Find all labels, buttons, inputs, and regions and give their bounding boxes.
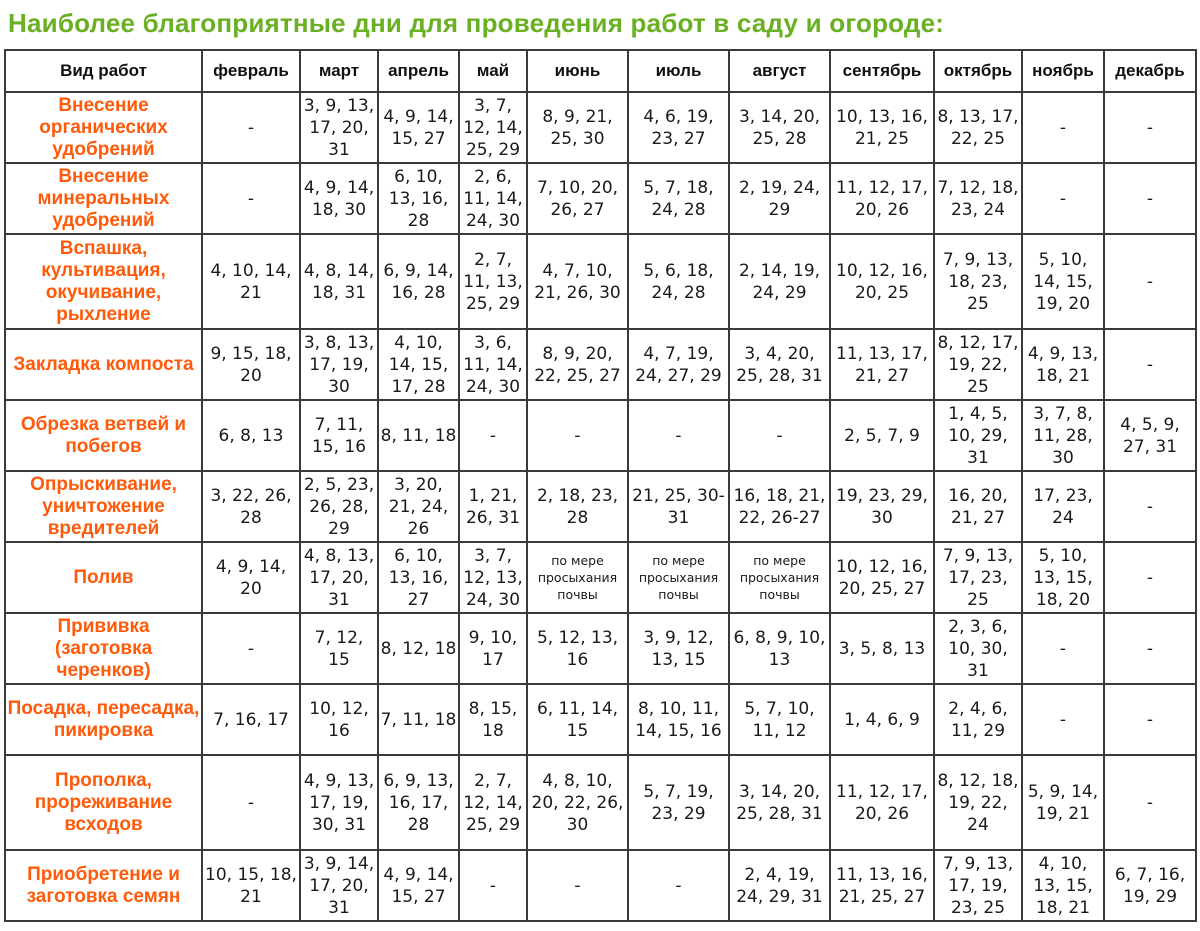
day-cell: 7, 11, 18 (378, 684, 459, 755)
day-cell: - (1104, 755, 1196, 850)
day-cell: 6, 9, 14, 16, 28 (378, 234, 459, 329)
day-cell: 7, 9, 13, 17, 19, 23, 25 (934, 850, 1022, 921)
day-cell: 8, 13, 17, 22, 25 (934, 92, 1022, 163)
day-cell: 7, 9, 13, 18, 23, 25 (934, 234, 1022, 329)
day-cell: 3, 20, 21, 24, 26 (378, 471, 459, 542)
day-cell: по мере просыхания почвы (628, 542, 729, 613)
day-cell: 4, 5, 9, 27, 31 (1104, 400, 1196, 471)
day-cell: - (1104, 613, 1196, 684)
work-type-cell: Прививка (заготовка черенков) (5, 613, 202, 684)
day-cell: 8, 12, 17, 19, 22, 25 (934, 329, 1022, 400)
table-row (5, 400, 1196, 471)
work-type-cell: Внесение органических удобрений (5, 92, 202, 163)
day-cell: 3, 7, 12, 13, 24, 30 (459, 542, 527, 613)
table-row (5, 613, 1196, 684)
day-cell: - (527, 400, 628, 471)
day-cell: 3, 22, 26, 28 (202, 471, 300, 542)
day-cell: - (1022, 92, 1104, 163)
day-cell: 4, 10, 13, 15, 18, 21 (1022, 850, 1104, 921)
day-cell: 4, 9, 14, 18, 30 (300, 163, 378, 234)
day-cell: 8, 11, 18 (378, 400, 459, 471)
column-header-month: ноябрь (1022, 50, 1104, 92)
day-cell: 3, 9, 13, 17, 20, 31 (300, 92, 378, 163)
table-header (5, 50, 1196, 92)
day-cell: 7, 10, 20, 26, 27 (527, 163, 628, 234)
day-cell: 3, 7, 8, 11, 28, 30 (1022, 400, 1104, 471)
day-cell: - (1104, 542, 1196, 613)
day-cell: 4, 9, 14, 15, 27 (378, 850, 459, 921)
day-cell: 10, 12, 16 (300, 684, 378, 755)
day-cell: 5, 7, 19, 23, 29 (628, 755, 729, 850)
day-cell: 16, 20, 21, 27 (934, 471, 1022, 542)
day-cell: - (1022, 163, 1104, 234)
day-cell: 2, 6, 11, 14, 24, 30 (459, 163, 527, 234)
day-cell: 7, 12, 18, 23, 24 (934, 163, 1022, 234)
day-cell: 6, 10, 13, 16, 27 (378, 542, 459, 613)
column-header-month: июль (628, 50, 729, 92)
day-cell: 5, 10, 14, 15, 19, 20 (1022, 234, 1104, 329)
day-cell: 4, 9, 13, 17, 19, 30, 31 (300, 755, 378, 850)
day-cell: 4, 9, 14, 20 (202, 542, 300, 613)
day-cell: 5, 6, 18, 24, 28 (628, 234, 729, 329)
day-cell: 10, 15, 18, 21 (202, 850, 300, 921)
table-row (5, 92, 1196, 163)
day-cell: 4, 8, 10, 20, 22, 26, 30 (527, 755, 628, 850)
day-cell: 8, 12, 18 (378, 613, 459, 684)
day-cell: 19, 23, 29, 30 (830, 471, 934, 542)
day-cell: 4, 9, 13, 18, 21 (1022, 329, 1104, 400)
day-cell: 3, 7, 12, 14, 25, 29 (459, 92, 527, 163)
day-cell: 5, 7, 10, 11, 12 (729, 684, 830, 755)
day-cell: по мере просыхания почвы (527, 542, 628, 613)
day-cell: 7, 11, 15, 16 (300, 400, 378, 471)
work-type-cell: Обрезка ветвей и побегов (5, 400, 202, 471)
work-type-cell: Приобретение и заготовка семян (5, 850, 202, 921)
day-cell: 4, 9, 14, 15, 27 (378, 92, 459, 163)
column-header-work-type: Вид работ (5, 50, 202, 92)
column-header-month: март (300, 50, 378, 92)
page-title: Наиболее благоприятные дни для проведения работ в саду и огороде: (8, 8, 945, 38)
day-cell: 2, 4, 19, 24, 29, 31 (729, 850, 830, 921)
day-cell: 2, 7, 12, 14, 25, 29 (459, 755, 527, 850)
day-cell: 10, 13, 16, 21, 25 (830, 92, 934, 163)
day-cell: 4, 6, 19, 23, 27 (628, 92, 729, 163)
day-cell: 5, 12, 13, 16 (527, 613, 628, 684)
table-row (5, 329, 1196, 400)
day-cell: 2, 4, 6, 11, 29 (934, 684, 1022, 755)
day-cell: - (527, 850, 628, 921)
day-cell: 6, 11, 14, 15 (527, 684, 628, 755)
day-cell: 16, 18, 21, 22, 26-27 (729, 471, 830, 542)
work-type-cell: Полив (5, 542, 202, 613)
day-cell: 8, 9, 21, 25, 30 (527, 92, 628, 163)
day-cell: 8, 12, 18, 19, 22, 24 (934, 755, 1022, 850)
day-cell: 8, 10, 11, 14, 15, 16 (628, 684, 729, 755)
table-row (5, 755, 1196, 850)
column-header-month: декабрь (1104, 50, 1196, 92)
day-cell: - (459, 850, 527, 921)
table-body (5, 92, 1196, 921)
work-type-cell: Вспашка, культивация, окучивание, рыхление (5, 234, 202, 329)
day-cell: 11, 13, 16, 21, 25, 27 (830, 850, 934, 921)
day-cell: - (459, 400, 527, 471)
column-header-month: апрель (378, 50, 459, 92)
day-cell: 2, 5, 23, 26, 28, 29 (300, 471, 378, 542)
day-cell: - (628, 850, 729, 921)
column-header-month: август (729, 50, 830, 92)
day-cell: 7, 16, 17 (202, 684, 300, 755)
day-cell: 9, 10, 17 (459, 613, 527, 684)
day-cell: - (1104, 92, 1196, 163)
day-cell: 6, 8, 9, 10, 13 (729, 613, 830, 684)
day-cell: 10, 12, 16, 20, 25, 27 (830, 542, 934, 613)
day-cell: 3, 4, 20, 25, 28, 31 (729, 329, 830, 400)
day-cell: 7, 9, 13, 17, 23, 25 (934, 542, 1022, 613)
day-cell: 8, 9, 20, 22, 25, 27 (527, 329, 628, 400)
table-row (5, 684, 1196, 755)
day-cell: 2, 18, 23, 28 (527, 471, 628, 542)
column-header-month: сентябрь (830, 50, 934, 92)
day-cell: 5, 7, 18, 24, 28 (628, 163, 729, 234)
header-row (5, 50, 1196, 92)
day-cell: 7, 12, 15 (300, 613, 378, 684)
day-cell: 6, 7, 16, 19, 29 (1104, 850, 1196, 921)
day-cell: 6, 9, 13, 16, 17, 28 (378, 755, 459, 850)
table-row (5, 542, 1196, 613)
day-cell: 3, 9, 14, 17, 20, 31 (300, 850, 378, 921)
day-cell: 4, 10, 14, 21 (202, 234, 300, 329)
table-row (5, 163, 1196, 234)
day-cell: 11, 12, 17, 20, 26 (830, 755, 934, 850)
day-cell: 4, 8, 13, 17, 20, 31 (300, 542, 378, 613)
day-cell: 2, 19, 24, 29 (729, 163, 830, 234)
day-cell: - (202, 755, 300, 850)
day-cell: - (1104, 684, 1196, 755)
day-cell: - (1022, 613, 1104, 684)
day-cell: - (202, 163, 300, 234)
day-cell: 2, 14, 19, 24, 29 (729, 234, 830, 329)
day-cell: 4, 7, 19, 24, 27, 29 (628, 329, 729, 400)
day-cell: 11, 13, 17, 21, 27 (830, 329, 934, 400)
day-cell: - (1104, 329, 1196, 400)
table-row (5, 234, 1196, 329)
column-header-month: февраль (202, 50, 300, 92)
day-cell: 6, 10, 13, 16, 28 (378, 163, 459, 234)
work-type-cell: Опрыскивание, уничтожение вредителей (5, 471, 202, 542)
column-header-month: июнь (527, 50, 628, 92)
day-cell: - (1104, 163, 1196, 234)
work-type-cell: Внесение минеральных удобрений (5, 163, 202, 234)
day-cell: 3, 5, 8, 13 (830, 613, 934, 684)
day-cell: 3, 9, 12, 13, 15 (628, 613, 729, 684)
table-row (5, 471, 1196, 542)
column-header-month: октябрь (934, 50, 1022, 92)
day-cell: 2, 3, 6, 10, 30, 31 (934, 613, 1022, 684)
day-cell: 10, 12, 16, 20, 25 (830, 234, 934, 329)
day-cell: 4, 7, 10, 21, 26, 30 (527, 234, 628, 329)
day-cell: 5, 9, 14, 19, 21 (1022, 755, 1104, 850)
day-cell: 6, 8, 13 (202, 400, 300, 471)
day-cell: - (202, 613, 300, 684)
day-cell: - (628, 400, 729, 471)
day-cell: - (1104, 234, 1196, 329)
column-header-month: май (459, 50, 527, 92)
table-row (5, 850, 1196, 921)
day-cell: 2, 7, 11, 13, 25, 29 (459, 234, 527, 329)
day-cell: - (1104, 471, 1196, 542)
calendar-table (4, 49, 1197, 922)
day-cell: 21, 25, 30-31 (628, 471, 729, 542)
day-cell: - (1022, 684, 1104, 755)
day-cell: 9, 15, 18, 20 (202, 329, 300, 400)
day-cell: 1, 4, 6, 9 (830, 684, 934, 755)
work-type-cell: Прополка, прореживание всходов (5, 755, 202, 850)
day-cell: 1, 21, 26, 31 (459, 471, 527, 542)
day-cell: 4, 8, 14, 18, 31 (300, 234, 378, 329)
day-cell: 2, 5, 7, 9 (830, 400, 934, 471)
day-cell: 3, 14, 20, 25, 28 (729, 92, 830, 163)
day-cell: 3, 14, 20, 25, 28, 31 (729, 755, 830, 850)
day-cell: 4, 10, 14, 15, 17, 28 (378, 329, 459, 400)
day-cell: 5, 10, 13, 15, 18, 20 (1022, 542, 1104, 613)
day-cell: 3, 8, 13, 17, 19, 30 (300, 329, 378, 400)
day-cell: - (729, 400, 830, 471)
day-cell: по мере просыхания почвы (729, 542, 830, 613)
day-cell: - (202, 92, 300, 163)
day-cell: 8, 15, 18 (459, 684, 527, 755)
day-cell: 11, 12, 17, 20, 26 (830, 163, 934, 234)
day-cell: 17, 23, 24 (1022, 471, 1104, 542)
day-cell: 1, 4, 5, 10, 29, 31 (934, 400, 1022, 471)
work-type-cell: Закладка компоста (5, 329, 202, 400)
day-cell: 3, 6, 11, 14, 24, 30 (459, 329, 527, 400)
work-type-cell: Посадка, пересадка, пикировка (5, 684, 202, 755)
